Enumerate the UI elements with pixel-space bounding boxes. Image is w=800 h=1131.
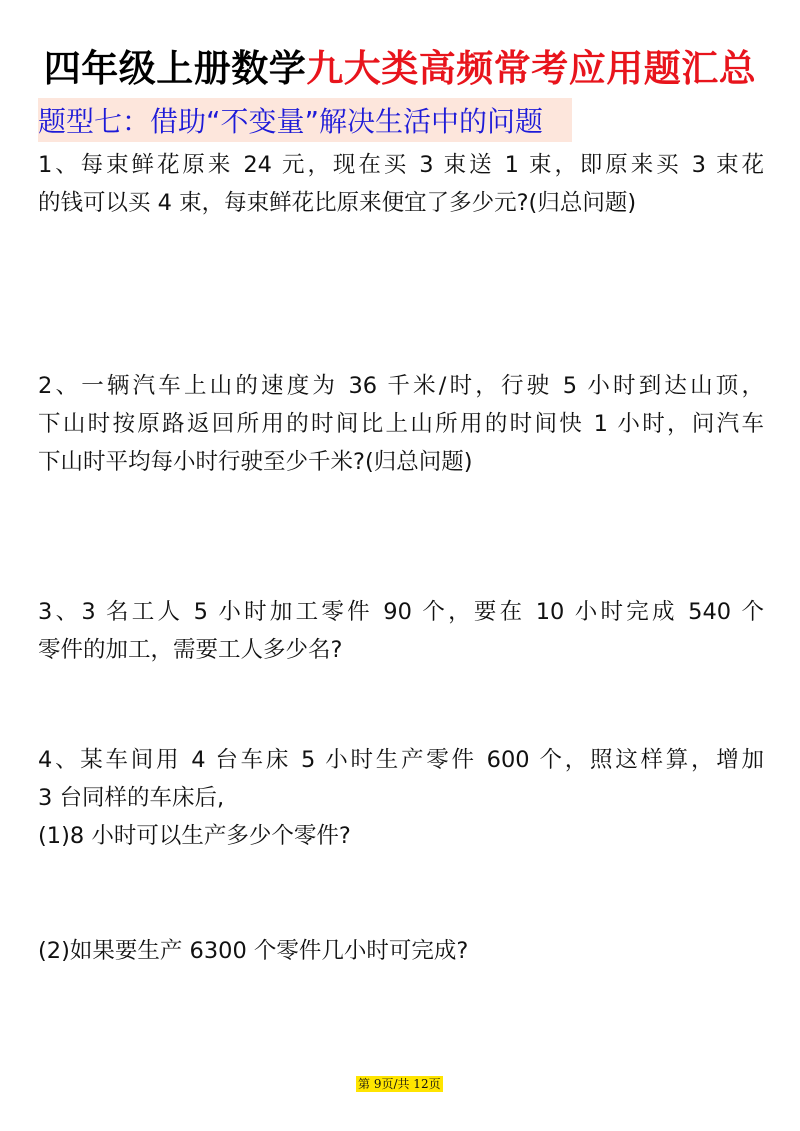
title-red-part: 九大类高频常考应用题汇总	[306, 47, 757, 90]
section-heading: 题型七：借助“不变量”解决生活中的问题	[38, 105, 544, 138]
problem-4-line-1: 4、某车间用 4 台车床 5 小时生产零件 600 个，照这样算，增加	[38, 747, 764, 773]
problem-1-line-1: 1、每束鲜花原来 24 元，现在买 3 束送 1 束，即原来买 3 束花	[38, 152, 764, 178]
problem-3	[38, 593, 764, 669]
problem-1	[38, 146, 764, 222]
page-number: 第 9页/共 12页	[358, 1077, 441, 1091]
problem-2	[38, 367, 764, 481]
document-title	[0, 38, 800, 92]
problem-4-line-2: 3 台同样的车床后,	[38, 785, 225, 811]
problem-3-line-2: 零件的加工，需要工人多少名?	[38, 637, 343, 663]
problem-4-part-2-line-1: (2)如果要生产 6300 个零件几小时可完成?	[38, 938, 469, 964]
problem-4	[38, 741, 764, 855]
problem-3-line-1: 3、3 名工人 5 小时加工零件 90 个，要在 10 小时完成 540 个	[38, 599, 764, 625]
problem-2-line-2: 下山时按原路返回所用的时间比上山所用的时间快 1 小时，问汽车	[38, 411, 764, 437]
problem-2-line-3: 下山时平均每小时行驶至少千米?(归总问题)	[38, 449, 473, 475]
title-black-part: 四年级上册数学	[43, 47, 307, 90]
problem-4-part-2	[38, 932, 764, 970]
problem-2-line-1: 2、一辆汽车上山的速度为 36 千米/时，行驶 5 小时到达山顶，	[38, 373, 764, 399]
problem-1-line-2: 的钱可以买 4 束，每束鲜花比原来便宜了多少元?(归总问题)	[38, 190, 637, 216]
problem-4-line-3: (1)8 小时可以生产多少个零件?	[38, 823, 351, 849]
